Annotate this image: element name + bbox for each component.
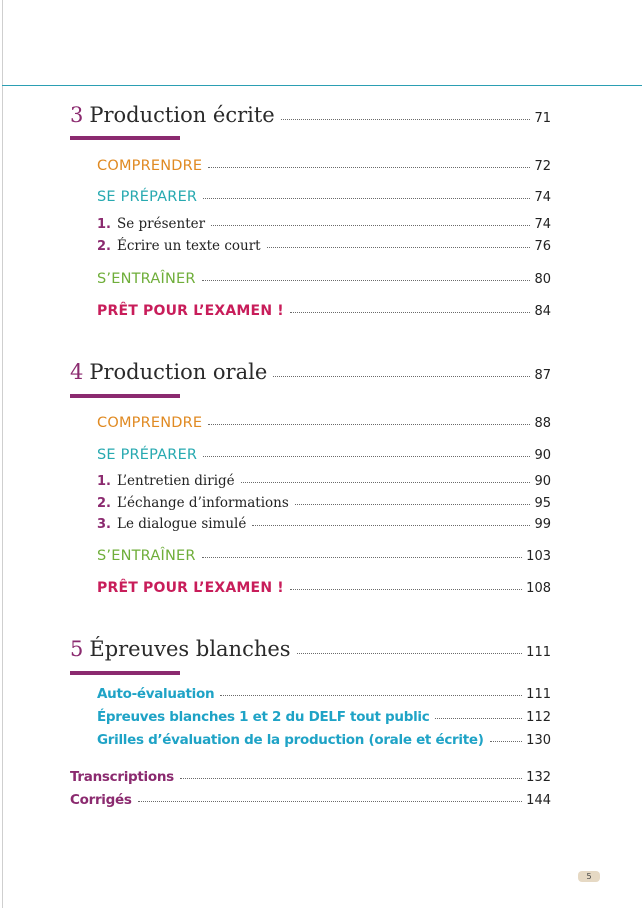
toc-sentrainer[interactable] bbox=[97, 548, 551, 564]
page-ref: 74 bbox=[534, 217, 551, 232]
chapter-underline-bar bbox=[70, 136, 180, 140]
page-ref: 80 bbox=[534, 272, 551, 287]
toc-epreuves-blanches[interactable] bbox=[97, 709, 551, 725]
dot-leader bbox=[490, 740, 523, 742]
toc-pret-examen[interactable] bbox=[97, 303, 551, 319]
left-margin-line bbox=[2, 0, 3, 908]
chapter-number: 5 bbox=[70, 637, 84, 661]
toc-corriges[interactable] bbox=[70, 792, 551, 808]
dot-leader bbox=[220, 694, 522, 696]
page-ref: 144 bbox=[526, 793, 551, 808]
page-ref: 103 bbox=[526, 549, 551, 564]
item-label: Le dialogue simulé bbox=[117, 516, 247, 532]
page-ref: 130 bbox=[526, 733, 551, 748]
item-number: 1. bbox=[97, 474, 111, 489]
dot-leader bbox=[203, 455, 530, 457]
toc-chapter-3[interactable] bbox=[70, 103, 551, 127]
toc-comprendre[interactable] bbox=[97, 415, 551, 431]
chapter-underline-bar bbox=[70, 671, 180, 675]
item-label: L’échange d’informations bbox=[117, 495, 289, 511]
page-ref: 88 bbox=[534, 416, 551, 431]
item-number: 3. bbox=[97, 517, 111, 532]
section-label: S’ENTRAÎNER bbox=[97, 548, 196, 564]
toc-se-preparer[interactable] bbox=[97, 189, 551, 205]
toc-subitem[interactable] bbox=[97, 216, 551, 232]
link-label: Corrigés bbox=[70, 792, 132, 808]
dot-leader bbox=[208, 166, 530, 168]
toc-auto-evaluation[interactable] bbox=[97, 686, 551, 702]
dot-leader bbox=[252, 524, 530, 526]
toc-grilles-evaluation[interactable] bbox=[97, 732, 551, 748]
toc-sentrainer[interactable] bbox=[97, 271, 551, 287]
dot-leader bbox=[202, 556, 523, 558]
section-label: S’ENTRAÎNER bbox=[97, 271, 196, 287]
toc-subitem[interactable] bbox=[97, 238, 551, 254]
item-number: 2. bbox=[97, 496, 111, 511]
dot-leader bbox=[295, 503, 531, 505]
chapter-underline-bar bbox=[70, 394, 180, 398]
link-label: Auto-évaluation bbox=[97, 686, 215, 702]
dot-leader bbox=[138, 800, 523, 802]
link-label: Épreuves blanches 1 et 2 du DELF tout public bbox=[97, 709, 430, 725]
toc-comprendre[interactable] bbox=[97, 158, 551, 174]
page-ref: 111 bbox=[526, 645, 551, 660]
chapter-number: 4 bbox=[70, 360, 84, 384]
dot-leader bbox=[211, 224, 530, 226]
section-label: PRÊT POUR L’EXAMEN ! bbox=[97, 580, 284, 596]
toc-chapter-4[interactable] bbox=[70, 360, 551, 384]
toc-subitem[interactable] bbox=[97, 473, 551, 489]
page-ref: 74 bbox=[534, 190, 551, 205]
toc-pret-examen[interactable] bbox=[97, 580, 551, 596]
page-ref: 87 bbox=[534, 368, 551, 383]
link-label: Transcriptions bbox=[70, 769, 174, 785]
page-ref: 76 bbox=[534, 239, 551, 254]
item-label: Se présenter bbox=[117, 216, 206, 232]
page-ref: 108 bbox=[526, 581, 551, 596]
dot-leader bbox=[203, 197, 530, 199]
section-label: SE PRÉPARER bbox=[97, 447, 198, 463]
section-label: SE PRÉPARER bbox=[97, 189, 198, 205]
dot-leader bbox=[273, 375, 530, 377]
item-label: Écrire un texte court bbox=[117, 238, 261, 254]
dot-leader bbox=[290, 588, 522, 590]
page-ref: 111 bbox=[526, 687, 551, 702]
page-ref: 99 bbox=[534, 517, 551, 532]
dot-leader bbox=[180, 777, 522, 779]
chapter-title: Épreuves blanches bbox=[89, 637, 291, 661]
dot-leader bbox=[435, 717, 522, 719]
link-label: Grilles d’évaluation de la production (orale et écrite) bbox=[97, 732, 484, 748]
toc-subitem[interactable] bbox=[97, 495, 551, 511]
page-ref: 132 bbox=[526, 770, 551, 785]
toc-transcriptions[interactable] bbox=[70, 769, 551, 785]
section-label: PRÊT POUR L’EXAMEN ! bbox=[97, 303, 284, 319]
dot-leader bbox=[297, 652, 523, 654]
dot-leader bbox=[281, 118, 531, 120]
section-label: COMPRENDRE bbox=[97, 415, 203, 431]
chapter-number: 3 bbox=[70, 103, 84, 127]
item-number: 2. bbox=[97, 239, 111, 254]
item-number: 1. bbox=[97, 217, 111, 232]
page-ref: 90 bbox=[534, 474, 551, 489]
item-label: L’entretien dirigé bbox=[117, 473, 235, 489]
page-ref: 95 bbox=[534, 496, 551, 511]
chapter-title: Production orale bbox=[89, 360, 268, 384]
page-ref: 71 bbox=[534, 111, 551, 126]
toc-se-preparer[interactable] bbox=[97, 447, 551, 463]
dot-leader bbox=[241, 481, 531, 483]
page-ref: 112 bbox=[526, 710, 551, 725]
page-ref: 84 bbox=[534, 304, 551, 319]
chapter-title: Production écrite bbox=[89, 103, 275, 127]
page-number-badge: 5 bbox=[578, 871, 600, 882]
section-label: COMPRENDRE bbox=[97, 158, 203, 174]
dot-leader bbox=[290, 311, 531, 313]
header-rule bbox=[2, 85, 642, 86]
toc-subitem[interactable] bbox=[97, 516, 551, 532]
page-ref: 72 bbox=[534, 159, 551, 174]
page-ref: 90 bbox=[534, 448, 551, 463]
dot-leader bbox=[267, 246, 531, 248]
dot-leader bbox=[208, 423, 530, 425]
toc-chapter-5[interactable] bbox=[70, 637, 551, 661]
dot-leader bbox=[202, 279, 531, 281]
